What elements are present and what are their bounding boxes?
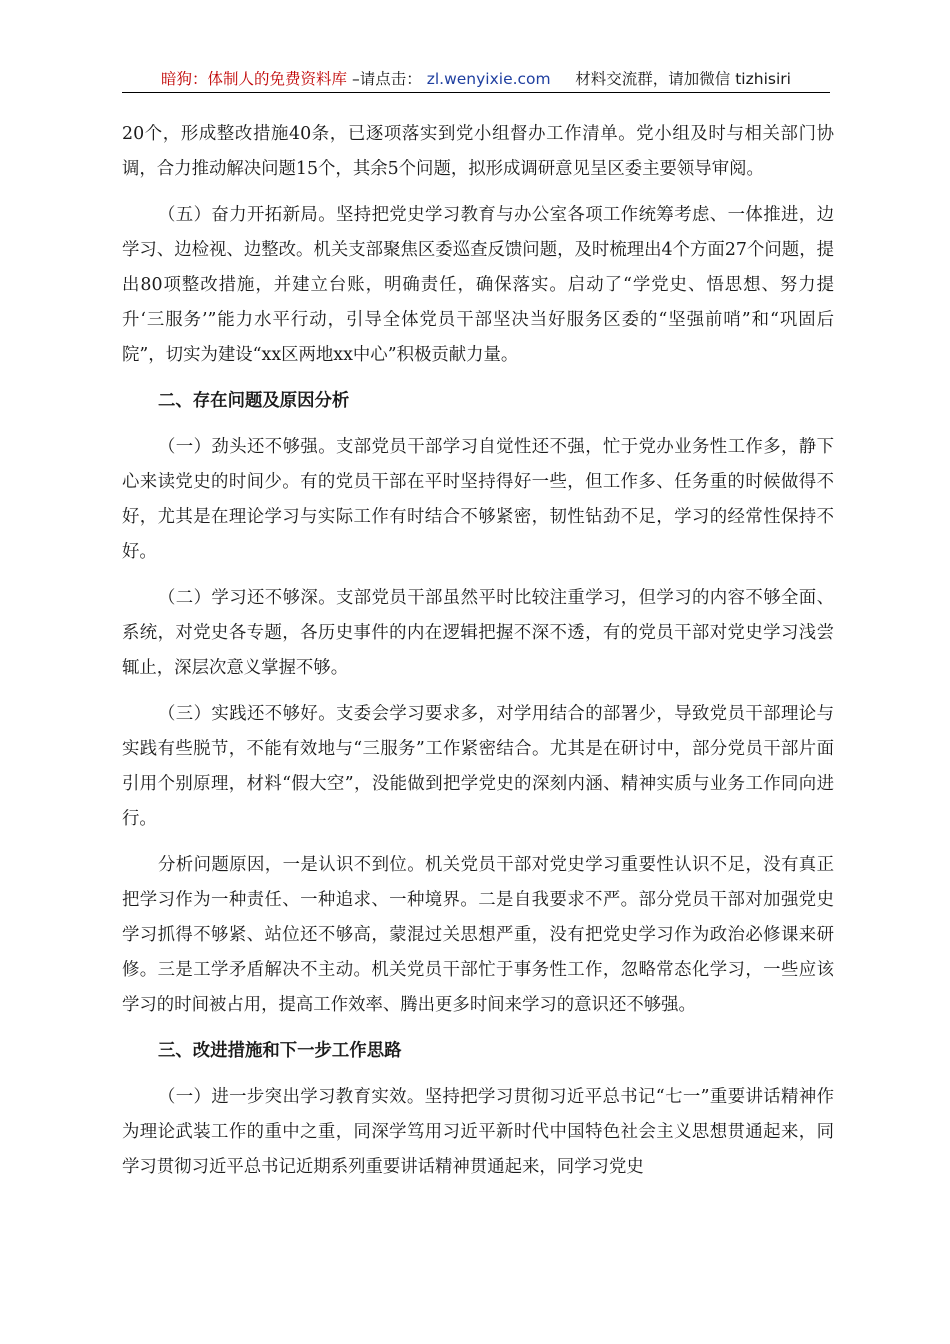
paragraph-problem-1: （一）劲头还不够强。支部党员干部学习自觉性还不强，忙于党办业务性工作多，静下心来读党史的时间少。有的党员干部在平时坚持得好一些，但工作多、任务重的时候做得不好，尤其是在理论学习与实际工作有时结合不够紧密，韧性钻劲不足，学习的经常性保持不好。: [122, 437, 834, 562]
page-header: [122, 66, 830, 93]
paragraph-problem-3: （三）实践还不够好。支委会学习要求多，对学用结合的部署少，导致党员干部理论与实践有些脱节，不能有效地与“三服务”工作紧密结合。尤其是在研讨中，部分党员干部片面引用个别原理，材料“假大空”，没能做到把学党史的深刻内涵、精神实质与业务工作同向进行。: [122, 704, 834, 829]
header-ad-title: 暗狗：体制人的免费资料库: [161, 70, 348, 88]
paragraph-section-5: （五）奋力开拓新局。坚持把党史学习教育与办公室各项工作统筹考虑、一体推进，边学习、边检视、边整改。机关支部聚焦区委巡查反馈问题，及时梳理出4个方面27个问题，提出80项整改措施，并建立台账，明确责任，确保落实。启动了“学党史、悟思想、努力提升‘三服务’”能力水平行动，引导全体党员干部坚决当好服务区委的“坚强前哨”和“巩固后院”，切实为建设“xx区两地xx中心”积极贡献力量。: [122, 205, 834, 365]
document-body: [122, 117, 834, 1196]
paragraph-continuation: 20个，形成整改措施40条，已逐项落实到党小组督办工作清单。党小组及时与相关部门协调，合力推动解决问题15个，其余5个问题，拟形成调研意见呈区委主要领导审阅。: [122, 124, 834, 179]
paragraph-measure-1: （一）进一步突出学习教育实效。坚持把学习贯彻习近平总书记“七一”重要讲话精神作为理论武装工作的重中之重，同深学笃用习近平新时代中国特色社会主义思想贯通起来，同学习贯彻习近平总书记近期系列重要讲话精神贯通起来，同学习党史: [122, 1087, 834, 1177]
heading-problems-analysis: 二、存在问题及原因分析: [158, 391, 350, 411]
paragraph-cause-analysis: 分析问题原因，一是认识不到位。机关党员干部对党史学习重要性认识不足，没有真正把学习作为一种责任、一种追求、一种境界。二是自我要求不严。部分党员干部对加强党史学习抓得不够紧、站位还不够高，蒙混过关思想严重，没有把党史学习作为政治必修课来研修。三是工学矛盾解决不主动。机关党员干部忙于事务性工作，忽略常态化学习，一些应该学习的时间被占用，提高工作效率、腾出更多时间来学习的意识还不够强。: [122, 855, 834, 1015]
heading-improvement-measures: 三、改进措施和下一步工作思路: [158, 1041, 402, 1061]
header-ad-group: 材料交流群，请加微信 tizhisiri: [575, 70, 791, 88]
header-ad-url[interactable]: zl.wenyixie.com: [426, 70, 551, 88]
header-ad-click: –请点击：: [352, 70, 422, 88]
paragraph-problem-2: （二）学习还不够深。支部党员干部虽然平时比较注重学习，但学习的内容不够全面、系统，对党史各专题，各历史事件的内在逻辑把握不深不透，有的党员干部对党史学习浅尝辄止，深层次意义掌握不够。: [122, 588, 834, 678]
